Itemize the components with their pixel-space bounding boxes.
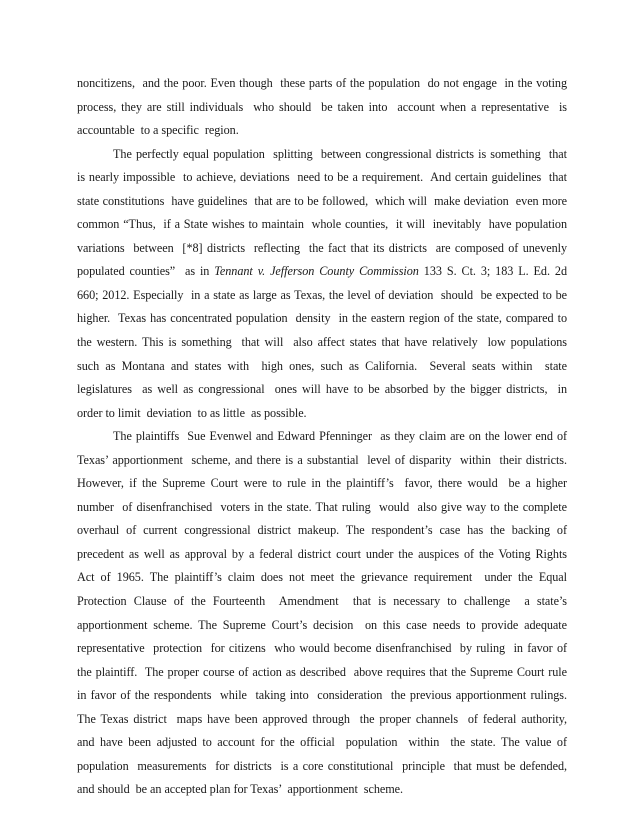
text-line: higher. Texas has concentrated population density in the eastern region of the state, compared to <box>77 311 567 326</box>
text-line: state constitutions have guidelines that are to be followed, which will make deviation even more <box>77 193 567 208</box>
text-line: Texas’ apportionment scheme, and there is a substantial level of disparity within their districts. <box>77 452 567 467</box>
text-line: process, they are still individuals who should be taken into account when a representative is <box>77 99 567 114</box>
text-line: number of disenfranchised voters in the state. That ruling would also give way to the complete <box>77 499 567 514</box>
case-citation: Tennant v. Jefferson County Commission <box>214 264 419 279</box>
text-line: the western. This is something that will also affect states that have relatively low populations <box>77 335 567 350</box>
text-line: 660; 2012. Especially in a state as large as Texas, the level of deviation should be expected to be <box>77 287 567 302</box>
text-segment: populated counties” as in <box>77 264 215 279</box>
text-line: noncitizens, and the poor. Even though these parts of the population do not engage in the voting <box>77 76 567 90</box>
text-line: and should be an accepted plan for Texas’ apportionment scheme. <box>77 782 404 797</box>
text-line: Protection Clause of the Fourteenth Amendment that is necessary to challenge a state’s <box>77 594 567 609</box>
text-line: accountable to a specific region. <box>77 123 239 138</box>
text-line: the plaintiff. The proper course of action as described above requires that the Supreme Court rule <box>77 664 567 679</box>
text-line: apportionment scheme. The Supreme Court’s decision on this case needs to provide adequate <box>77 617 567 632</box>
text-line: precedent as well as approval by a federal district court under the auspices of the Voting Rights <box>77 546 567 561</box>
text-line: legislatures as well as congressional ones will have to be absorbed by the bigger districts, in <box>77 382 567 397</box>
text-line: The Texas district maps have been approved through the proper channels of federal authority, <box>77 711 567 726</box>
text-line: is nearly impossible to achieve, deviations need to be a requirement. And certain guidelines that <box>77 170 567 185</box>
text-line: variations between [*8] districts reflecting the fact that its districts are composed of unevenly <box>77 240 567 255</box>
text-line-with-citation <box>77 260 567 284</box>
text-line: common “Thus, if a State wishes to maintain whole counties, it will inevitably have population <box>77 217 567 232</box>
text-line: in favor of the respondents while taking into consideration the previous apportionment rulings. <box>77 688 567 703</box>
body-text <box>77 72 567 802</box>
text-line: overhaul of current congressional district makeup. The respondent’s case has the backing of <box>77 523 567 538</box>
text-line: However, if the Supreme Court were to rule in the plaintiff’s favor, there would be a higher <box>77 476 567 491</box>
text-line: The perfectly equal population splitting between congressional districts is something that <box>113 146 567 161</box>
text-line: order to limit deviation to as little as possible. <box>77 405 307 420</box>
text-line: Act of 1965. The plaintiff’s claim does not meet the grievance requirement under the Equal <box>77 570 567 585</box>
text-line: The plaintiffs Sue Evenwel and Edward Pfenninger as they claim are on the lower end of <box>113 429 567 444</box>
text-line: representative protection for citizens who would become disenfranchised by ruling in favor of <box>77 641 567 656</box>
text-segment: 133 S. Ct. 3; 183 L. Ed. 2d <box>418 264 567 279</box>
text-line: population measurements for districts is a core constitutional principle that must be defended, <box>77 758 567 773</box>
text-line: such as Montana and states with high ones, such as California. Several seats within state <box>77 358 567 373</box>
text-line: and have been adjusted to account for the official population within the state. The value of <box>77 735 567 750</box>
